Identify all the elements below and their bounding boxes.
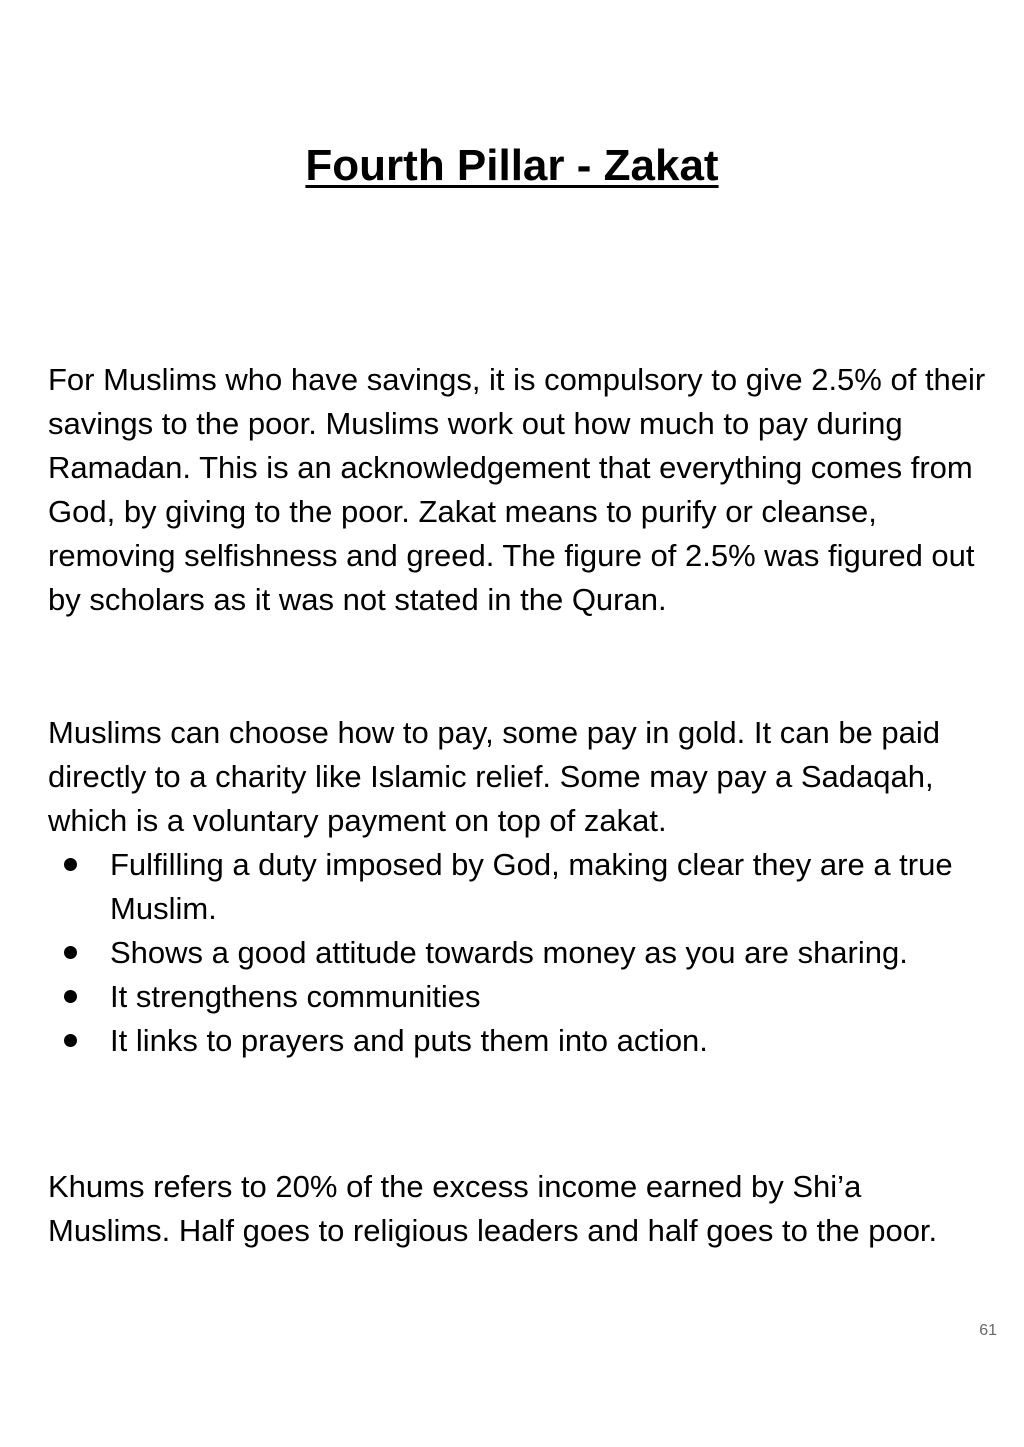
page-title bbox=[0, 138, 1024, 194]
list-item bbox=[48, 843, 968, 931]
benefits-list bbox=[48, 843, 968, 1063]
bullet-icon bbox=[64, 1034, 77, 1047]
list-item bbox=[48, 931, 968, 975]
list-item-text: Fulfilling a duty imposed by God, making clear they are a true Muslim. bbox=[110, 847, 953, 926]
list-item-text: Shows a good attitude towards money as you are sharing. bbox=[110, 935, 908, 970]
payment-paragraph: Muslims can choose how to pay, some pay in gold. It can be paid directly to a charity like Islamic relief. Some may pay a Sadaqah, which is a voluntary payment on top of zakat. bbox=[48, 715, 941, 838]
bullet-icon bbox=[64, 858, 77, 871]
bullet-icon bbox=[64, 946, 77, 959]
page-number: 61 bbox=[979, 1322, 997, 1339]
khums-paragraph: Khums refers to 20% of the excess income earned by Shi’a Muslims. Half goes to religious leaders and half goes to the poor. bbox=[48, 1169, 938, 1248]
list-item-text: It links to prayers and puts them into action. bbox=[110, 1023, 708, 1058]
bullet-icon bbox=[64, 990, 77, 1003]
intro-paragraph: For Muslims who have savings, it is compulsory to give 2.5% of their savings to the poor. Muslims work out how much to pay during Ramadan. This is an acknowledgement that everything comes from God, by giving to the poor. Zakat means to purify or cleanse, removing selfishness and greed. The figure of 2.5% was figured out by scholars as it was not stated in the Quran. bbox=[48, 362, 986, 617]
list-item-text: It strengthens communities bbox=[110, 979, 481, 1014]
page-title-text: Fourth Pillar - Zakat bbox=[305, 141, 719, 190]
list-item bbox=[48, 975, 968, 1019]
list-item bbox=[48, 1019, 968, 1063]
